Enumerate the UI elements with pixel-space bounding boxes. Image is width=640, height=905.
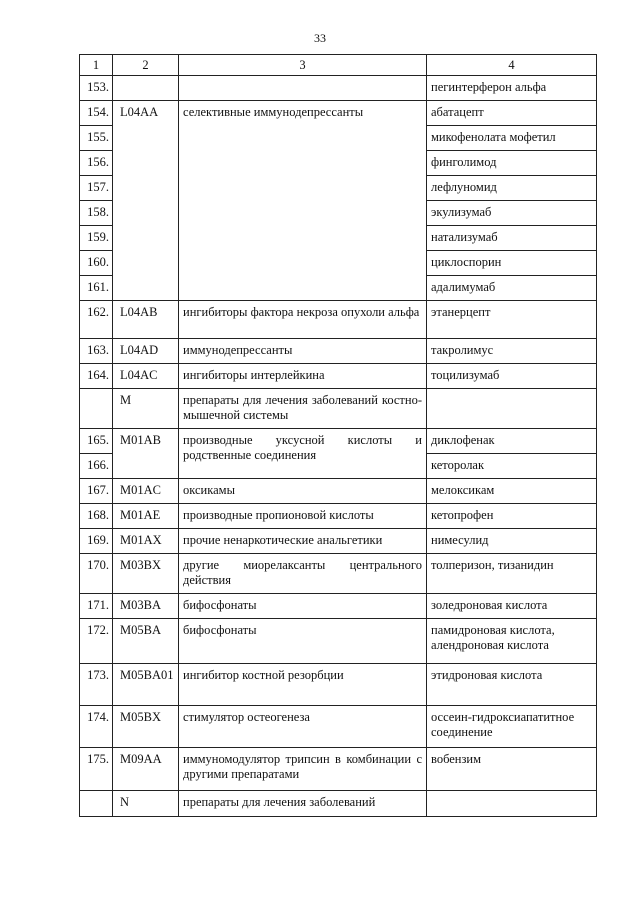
row-number: 155. [80, 126, 113, 151]
atc-code [113, 76, 179, 101]
drug-name: лефлуномид [427, 176, 597, 201]
row-number [80, 791, 113, 817]
drug-name: диклофенак [427, 429, 597, 454]
group-description: прочие ненаркотические анальгетики [179, 529, 427, 554]
drug-name: натализумаб [427, 226, 597, 251]
table-row [80, 791, 597, 817]
row-number: 159. [80, 226, 113, 251]
row-number: 168. [80, 504, 113, 529]
atc-code: L04AD [113, 339, 179, 364]
group-description: селективные иммунодепрессанты [179, 101, 427, 301]
group-description: другие миорелаксанты центрального действия [179, 554, 427, 594]
row-number: 175. [80, 748, 113, 791]
table-row [80, 301, 597, 339]
table-row [80, 339, 597, 364]
drug-name: микофенолата мофетил [427, 126, 597, 151]
atc-code: M01AE [113, 504, 179, 529]
drug-name: оссеин-гидроксиапатитное соединение [427, 706, 597, 748]
group-description: стимулятор остеогенеза [179, 706, 427, 748]
drug-name: тоцилизумаб [427, 364, 597, 389]
row-number: 157. [80, 176, 113, 201]
row-number: 163. [80, 339, 113, 364]
table-row [80, 101, 597, 126]
column-header: 2 [113, 55, 179, 76]
header-row [80, 55, 597, 76]
row-number: 171. [80, 594, 113, 619]
drug-name: абатацепт [427, 101, 597, 126]
group-description: бифосфонаты [179, 619, 427, 664]
drug-name: адалимумаб [427, 276, 597, 301]
table-row [80, 594, 597, 619]
table-row [80, 504, 597, 529]
table-row [80, 554, 597, 594]
atc-code: L04AB [113, 301, 179, 339]
drug-name: циклоспорин [427, 251, 597, 276]
group-description: препараты для лечения заболеваний [179, 791, 427, 817]
drug-name: кеторолак [427, 454, 597, 479]
table-row [80, 619, 597, 664]
table-row [80, 748, 597, 791]
group-description: ингибиторы фактора некроза опухоли альфа [179, 301, 427, 339]
drug-name: такролимус [427, 339, 597, 364]
drug-name: вобензим [427, 748, 597, 791]
page-number: 33 [314, 31, 326, 45]
group-description: оксикамы [179, 479, 427, 504]
drug-name: кетопрофен [427, 504, 597, 529]
row-number: 173. [80, 664, 113, 706]
row-number: 174. [80, 706, 113, 748]
row-number: 165. [80, 429, 113, 454]
table-row [80, 389, 597, 429]
atc-code: M03BA [113, 594, 179, 619]
row-number: 164. [80, 364, 113, 389]
row-number: 162. [80, 301, 113, 339]
row-number: 158. [80, 201, 113, 226]
drug-name [427, 389, 597, 429]
table-row [80, 429, 597, 454]
atc-code: L04AC [113, 364, 179, 389]
group-description: ингибитор костной резорбции [179, 664, 427, 706]
drug-name: золедроновая кислота [427, 594, 597, 619]
drug-name: пегинтерферон альфа [427, 76, 597, 101]
atc-code: M05BA [113, 619, 179, 664]
row-number: 153. [80, 76, 113, 101]
atc-code: M01AX [113, 529, 179, 554]
atc-code: L04AA [113, 101, 179, 301]
drug-name: финголимод [427, 151, 597, 176]
row-number: 166. [80, 454, 113, 479]
group-description [179, 76, 427, 101]
row-number: 154. [80, 101, 113, 126]
column-header: 1 [80, 55, 113, 76]
drug-name: этанерцепт [427, 301, 597, 339]
row-number: 156. [80, 151, 113, 176]
drug-name: нимесулид [427, 529, 597, 554]
table-row [80, 529, 597, 554]
group-description: препараты для лечения заболеваний костно-мышечной системы [179, 389, 427, 429]
atc-code: M01AB [113, 429, 179, 479]
row-number: 172. [80, 619, 113, 664]
atc-code: M [113, 389, 179, 429]
group-description: производные уксусной кислоты и родственные соединения [179, 429, 427, 479]
drug-name [427, 791, 597, 817]
table-row [80, 706, 597, 748]
atc-code: M09AA [113, 748, 179, 791]
table-body [80, 76, 597, 817]
row-number: 167. [80, 479, 113, 504]
group-description: бифосфонаты [179, 594, 427, 619]
drug-name: толперизон, тизанидин [427, 554, 597, 594]
atc-code: M05BA01 [113, 664, 179, 706]
atc-code: M03BX [113, 554, 179, 594]
row-number: 161. [80, 276, 113, 301]
drug-name: этидроновая кислота [427, 664, 597, 706]
table-row [80, 76, 597, 101]
atc-code: M05BX [113, 706, 179, 748]
table-row [80, 664, 597, 706]
row-number: 160. [80, 251, 113, 276]
group-description: иммуномодулятор трипсин в комбинации с другими препаратами [179, 748, 427, 791]
table-row [80, 364, 597, 389]
column-header: 3 [179, 55, 427, 76]
group-description: ингибиторы интерлейкина [179, 364, 427, 389]
drug-name: памидроновая кислота, алендроновая кислота [427, 619, 597, 664]
row-number: 170. [80, 554, 113, 594]
atc-code: N [113, 791, 179, 817]
row-number [80, 389, 113, 429]
table-row [80, 479, 597, 504]
column-header: 4 [427, 55, 597, 76]
drug-name: экулизумаб [427, 201, 597, 226]
group-description: производные пропионовой кислоты [179, 504, 427, 529]
group-description: иммунодепрессанты [179, 339, 427, 364]
drug-name: мелоксикам [427, 479, 597, 504]
atc-code: M01AC [113, 479, 179, 504]
row-number: 169. [80, 529, 113, 554]
drug-table [79, 54, 597, 817]
